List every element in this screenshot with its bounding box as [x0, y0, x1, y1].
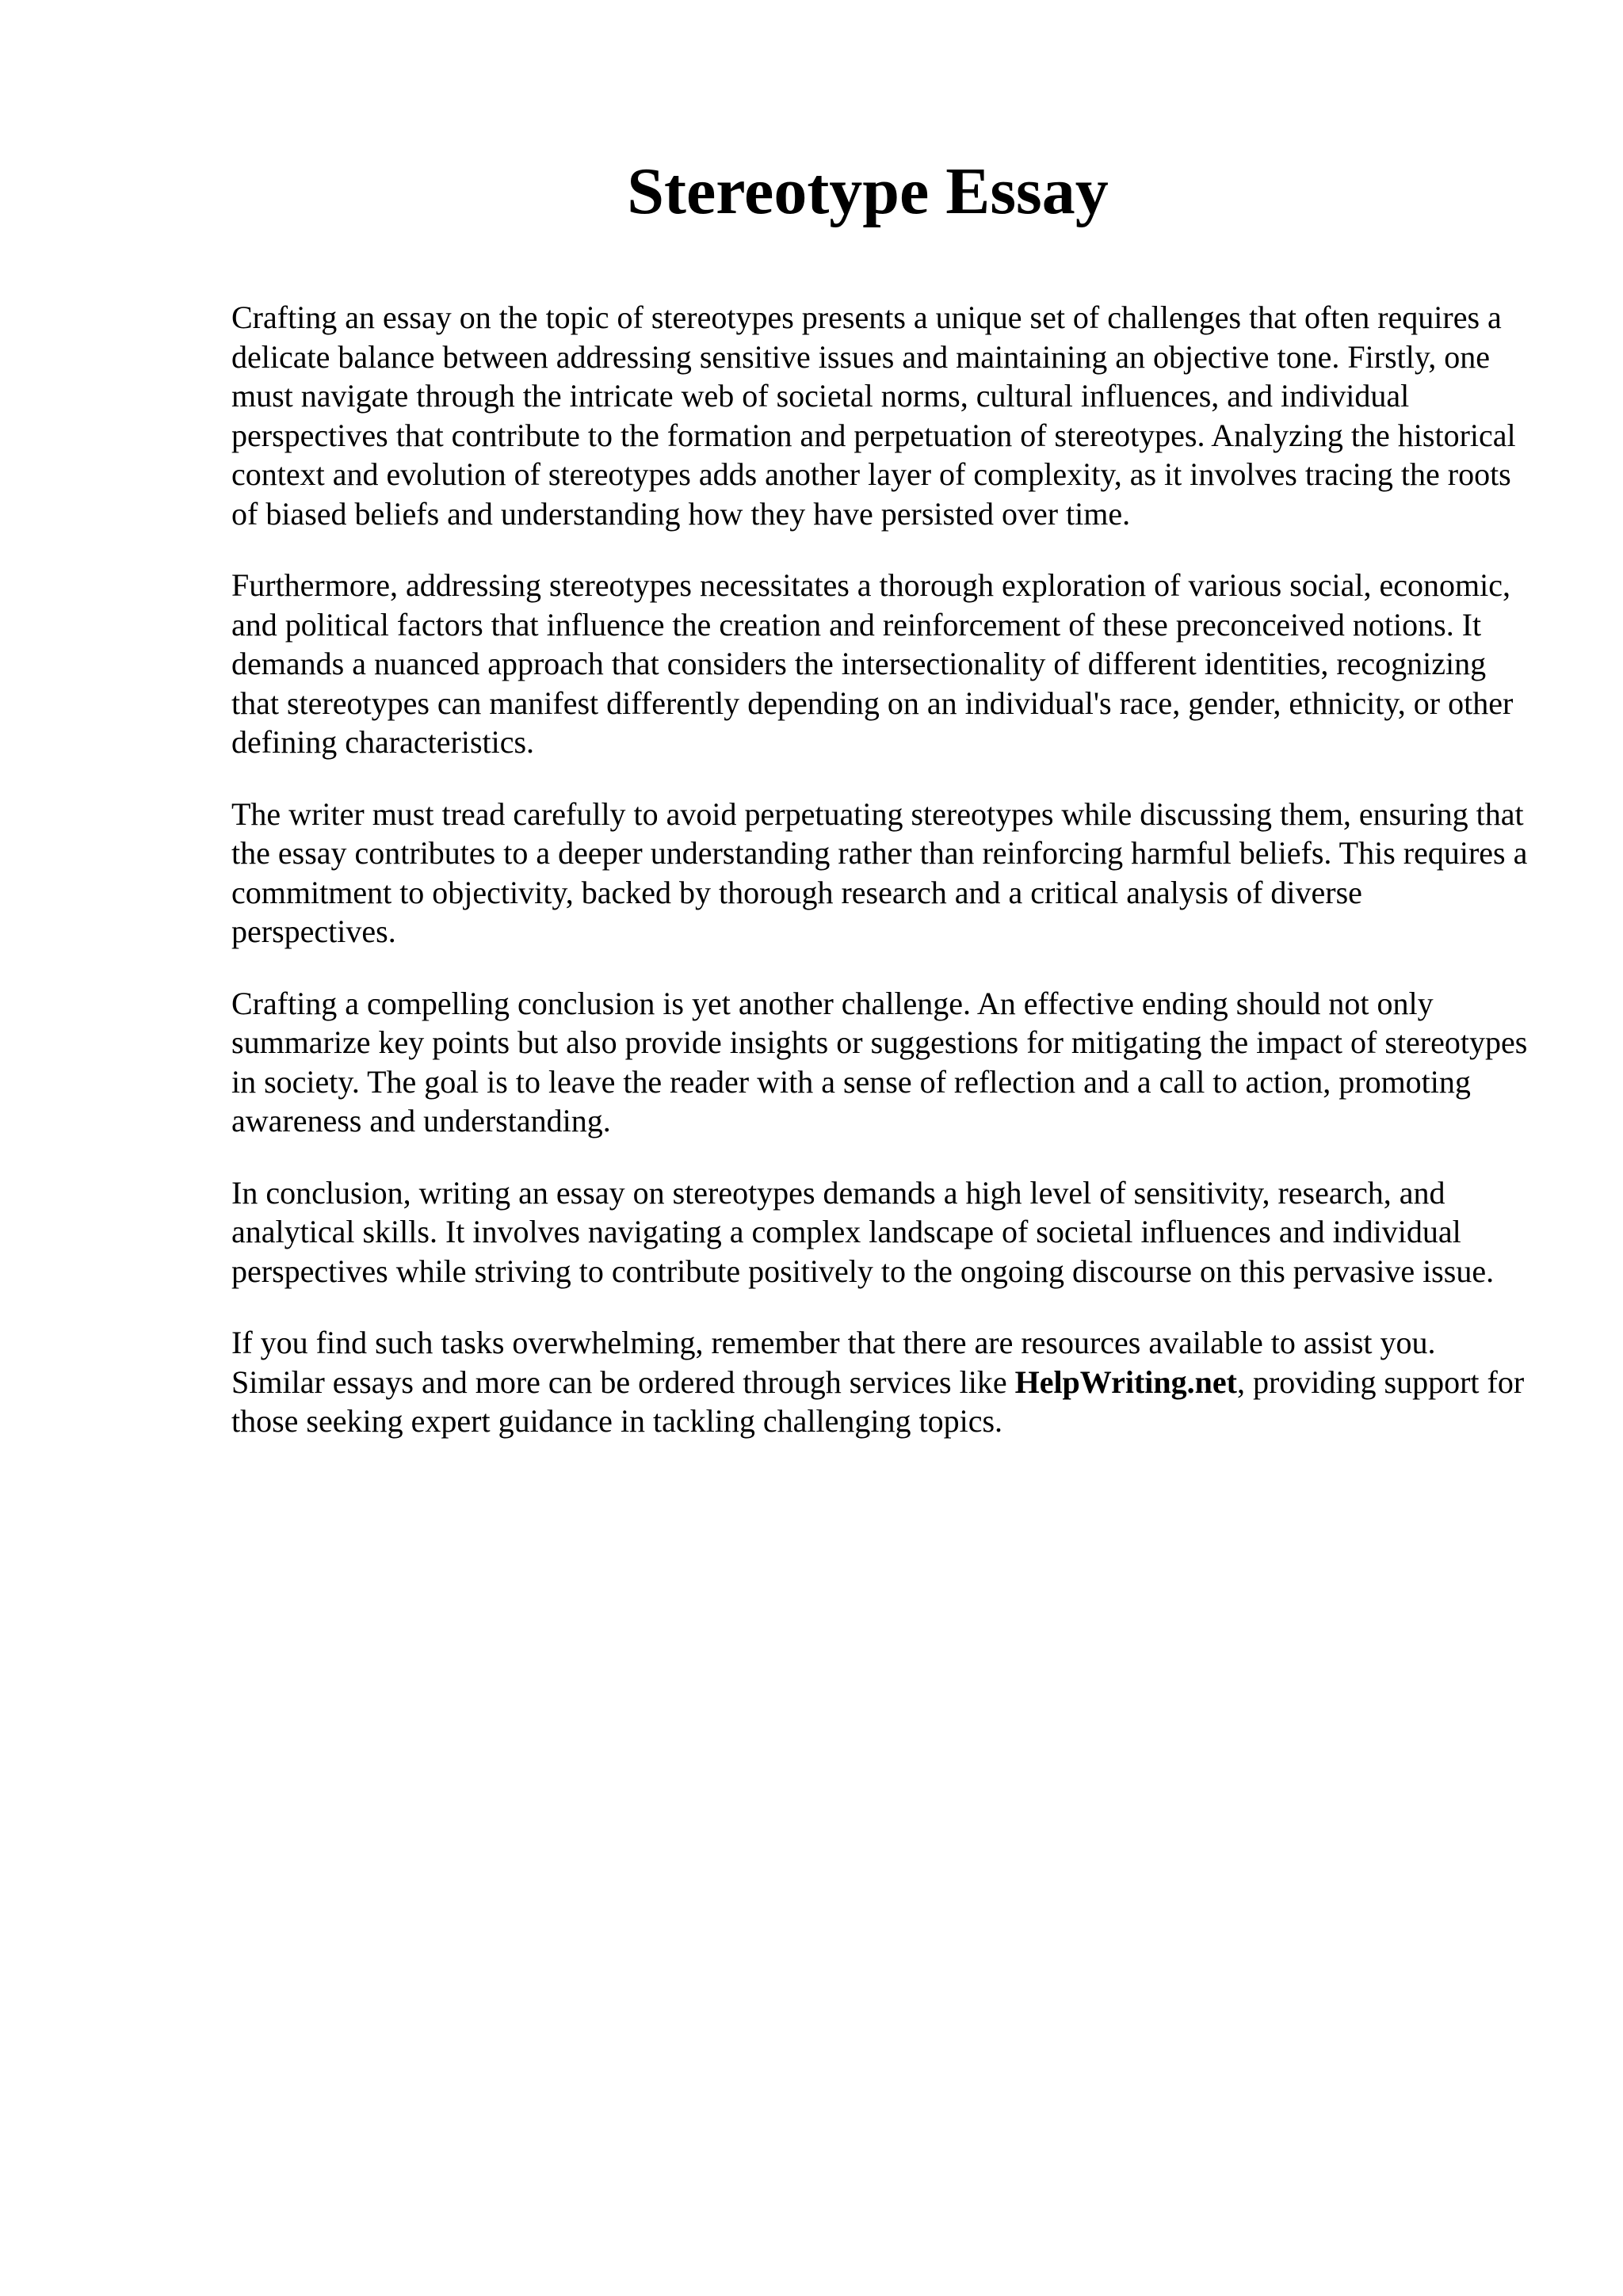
paragraph-2: Furthermore, addressing stereotypes necessitates a thorough exploration of various social, economic, and political factors that influence the creation and reinforcement of these preconceived notions. It demands a nuanced approach that considers the intersectionality of different identities, recognizing that stereotypes can manifest differently depending on an individual's race, gender, ethnicity, or other defining characteristics. — [231, 567, 1514, 760]
paragraph-6 — [231, 1323, 1531, 1441]
page-title: Stereotype Essay — [627, 154, 1109, 228]
essay-body — [231, 298, 1531, 1474]
paragraph-6-lead: If you find such tasks overwhelming, remember that there are resources available to assist you. Similar essays and more can be ordered through services like — [231, 1325, 1436, 1400]
paragraph-4: Crafting a compelling conclusion is yet another challenge. An effective ending should not only summarize key points but also provide insights or suggestions for mitigating the impact of stereotypes in society. The goal is to leave the reader with a sense of reflection and a call to action, promoting awareness and understanding. — [231, 985, 1528, 1138]
paragraph-1: Crafting an essay on the topic of stereotypes presents a unique set of challenges that often requires a delicate balance between addressing sensitive issues and maintaining an objective tone. Firstly, one must navigate through the intricate web of societal norms, cultural influences, and individual perspectives that contribute to the formation and perpetuation of stereotypes. Analyzing the historical context and evolution of stereotypes adds another layer of complexity, as it involves tracing the roots of biased beliefs and understanding how they have persisted over time. — [231, 299, 1516, 532]
paragraph-6-tail: , providing support for those seeking expert guidance in tackling challenging topics. — [231, 1363, 1525, 1439]
paragraph-5: In conclusion, writing an essay on stereotypes demands a high level of sensitivity, research, and analytical skills. It involves navigating a complex landscape of societal influences and individual perspectives while striving to contribute positively to the ongoing discourse on this pervasive issue. — [231, 1174, 1495, 1289]
paragraph-3: The writer must tread carefully to avoid perpetuating stereotypes while discussing them, ensuring that the essay contributes to a deeper understanding rather than reinforcing harmful beliefs. This requires a commitment to objectivity, backed by thorough research and a critical analysis of diverse perspectives. — [231, 795, 1528, 949]
brand-name: HelpWriting.net — [1014, 1363, 1237, 1400]
